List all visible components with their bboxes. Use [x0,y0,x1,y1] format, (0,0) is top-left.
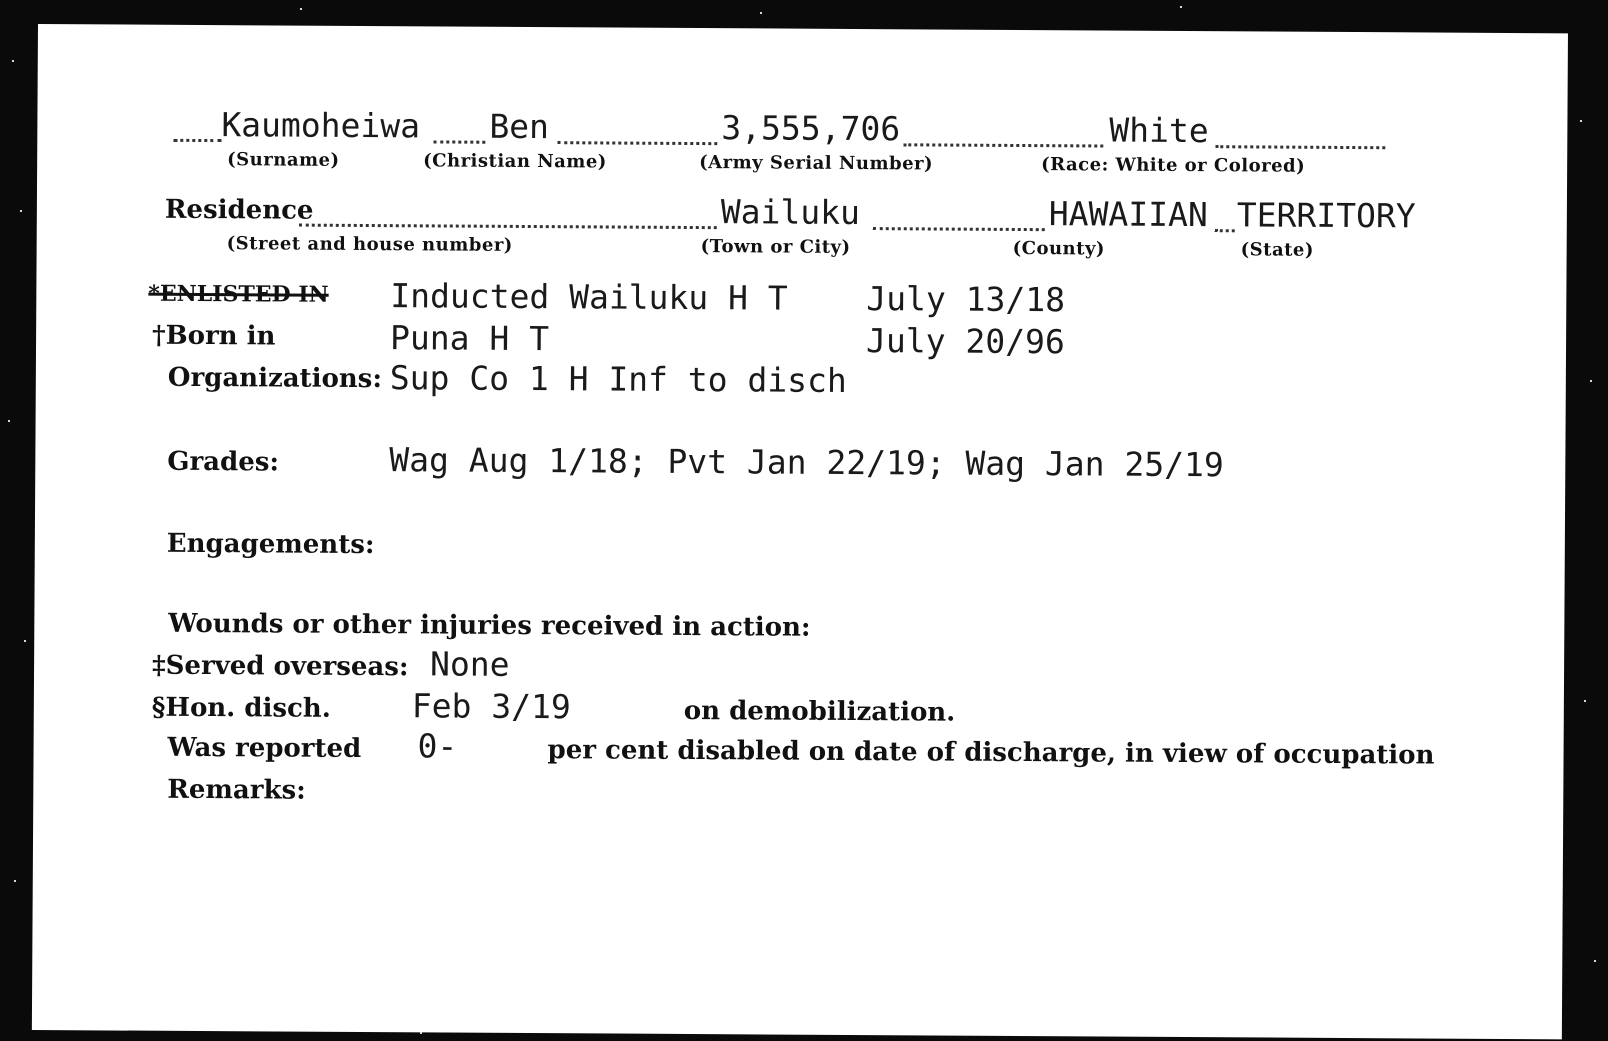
residence-state-value: TERRITORY [1236,195,1416,236]
caption-state: (State) [1240,239,1314,261]
grades-label: Grades: [167,446,280,478]
service-record-card [32,24,1568,1039]
reported-suffix: per cent disabled on date of discharge, in view of occupation [547,735,1435,771]
serial-number-value: 3,555,706 [721,108,901,149]
born-label: †Born in [152,320,276,352]
hon-disch-value: Feb 3/19 [411,686,571,727]
caption-race: (Race: White or Colored) [1041,154,1306,177]
surname-value: Kaumoheiwa [221,105,421,146]
born-place: Puna H T [389,318,550,359]
race-value: White [1109,110,1209,151]
served-overseas-label: ‡Served overseas: [151,650,409,683]
christian-name-value: Ben [489,106,550,147]
engagements-label: Engagements: [166,528,375,561]
hon-disch-label: §Hon. disch. [151,692,331,724]
organizations-value: Sup Co 1 H Inf to disch [389,358,847,400]
caption-serial-number: (Army Serial Number) [699,152,934,175]
caption-county: (County) [1012,237,1106,260]
enlisted-text: Inducted Wailuku H T [390,276,788,318]
residence-label: Residence [164,194,314,226]
wounds-label: Wounds or other injuries received in action: [168,608,811,643]
residence-town-value: Wailuku [720,192,861,233]
hon-disch-suffix: on demobilization. [683,695,956,728]
reported-label: Was reported [167,732,362,764]
enlisted-label: *ENLISTED IN [148,280,329,308]
born-date: July 20/96 [865,321,1065,362]
served-overseas-value: None [429,644,510,684]
residence-county-value: HAWAIIAN [1048,194,1208,235]
caption-town: (Town or City) [700,236,851,258]
grades-value: Wag Aug 1/18; Pvt Jan 22/19; Wag Jan 25/19 [389,440,1224,485]
remarks-label: Remarks: [167,774,306,806]
enlisted-date: July 13/18 [866,279,1066,320]
organizations-label: Organizations: [167,362,383,395]
caption-christian-name: (Christian Name) [423,150,607,173]
caption-street: (Street and house number) [226,233,513,256]
caption-surname: (Surname) [227,149,340,171]
reported-value: 0- [417,726,458,766]
